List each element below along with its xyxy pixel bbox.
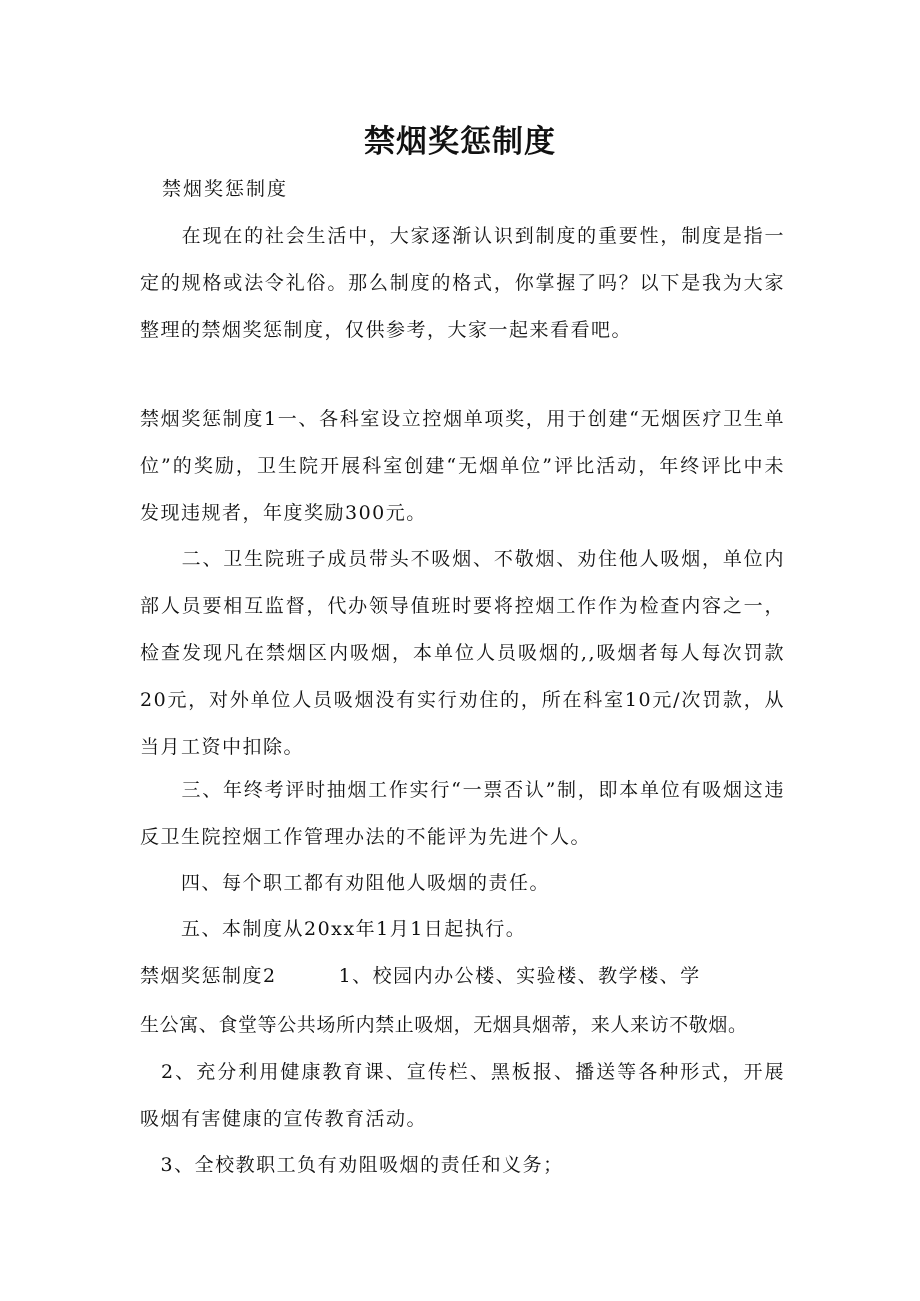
section1-paragraph-5: 五、本制度从20xx年1月1日起执行。 (140, 918, 527, 940)
section2-item1-continuation: 生公寓、食堂等公共场所内禁止吸烟，无烟具烟蒂，来人来访不敬烟。 (140, 1014, 748, 1036)
intro-paragraph: 在现在的社会生活中，大家逐渐认识到制度的重要性，制度是指一定的规格或法令礼俗。那么制度的格式，你掌握了吗？以下是我为大家整理的禁烟奖惩制度，仅供参考，大家一起来看看吧。 (140, 225, 785, 341)
section1-paragraph-1: 禁烟奖惩制度1一、各科室设立控烟单项奖，用于创建“无烟医疗卫生单位”的奖励，卫生院开展科室创建“无烟单位”评比活动，年终评比中未发现违规者，年度奖励300元。 (140, 408, 785, 524)
document-subtitle: 禁烟奖惩制度 (162, 178, 289, 200)
section1-paragraph-4: 四、每个职工都有劝阻他人吸烟的责任。 (140, 872, 551, 894)
section1-paragraph-2: 二、卫生院班子成员带头不吸烟、不敬烟、劝住他人吸烟，单位内部人员要相互监督，代办领导值班时要将控烟工作作为检查内容之一，检查发现凡在禁烟区内吸烟，本单位人员吸烟的,,吸烟者每人每次罚款20元，对外单位人员吸烟没有实行劝住的，所在科室10元/次罚款，从当月工资中扣除。 (140, 548, 785, 758)
section2-heading-line (140, 953, 701, 1000)
section1-paragraph-3: 三、年终考评时抽烟工作实行“一票否认”制，即本单位有吸烟这违反卫生院控烟工作管理办法的不能评为先进个人。 (140, 779, 785, 848)
section2-item-3: 3、全校教职工负有劝阻吸烟的责任和义务； (140, 1154, 564, 1176)
section2-item1-start: 1、校园内办公楼、实验楼、教学楼、学 (338, 965, 701, 987)
section2-item-2: 2、充分利用健康教育课、宣传栏、黑板报、播送等各种形式，开展吸烟有害健康的宣传教育活动。 (140, 1061, 785, 1130)
section2-heading: 禁烟奖惩制度2 (140, 965, 277, 987)
document-title: 禁烟奖惩制度 (364, 124, 556, 160)
